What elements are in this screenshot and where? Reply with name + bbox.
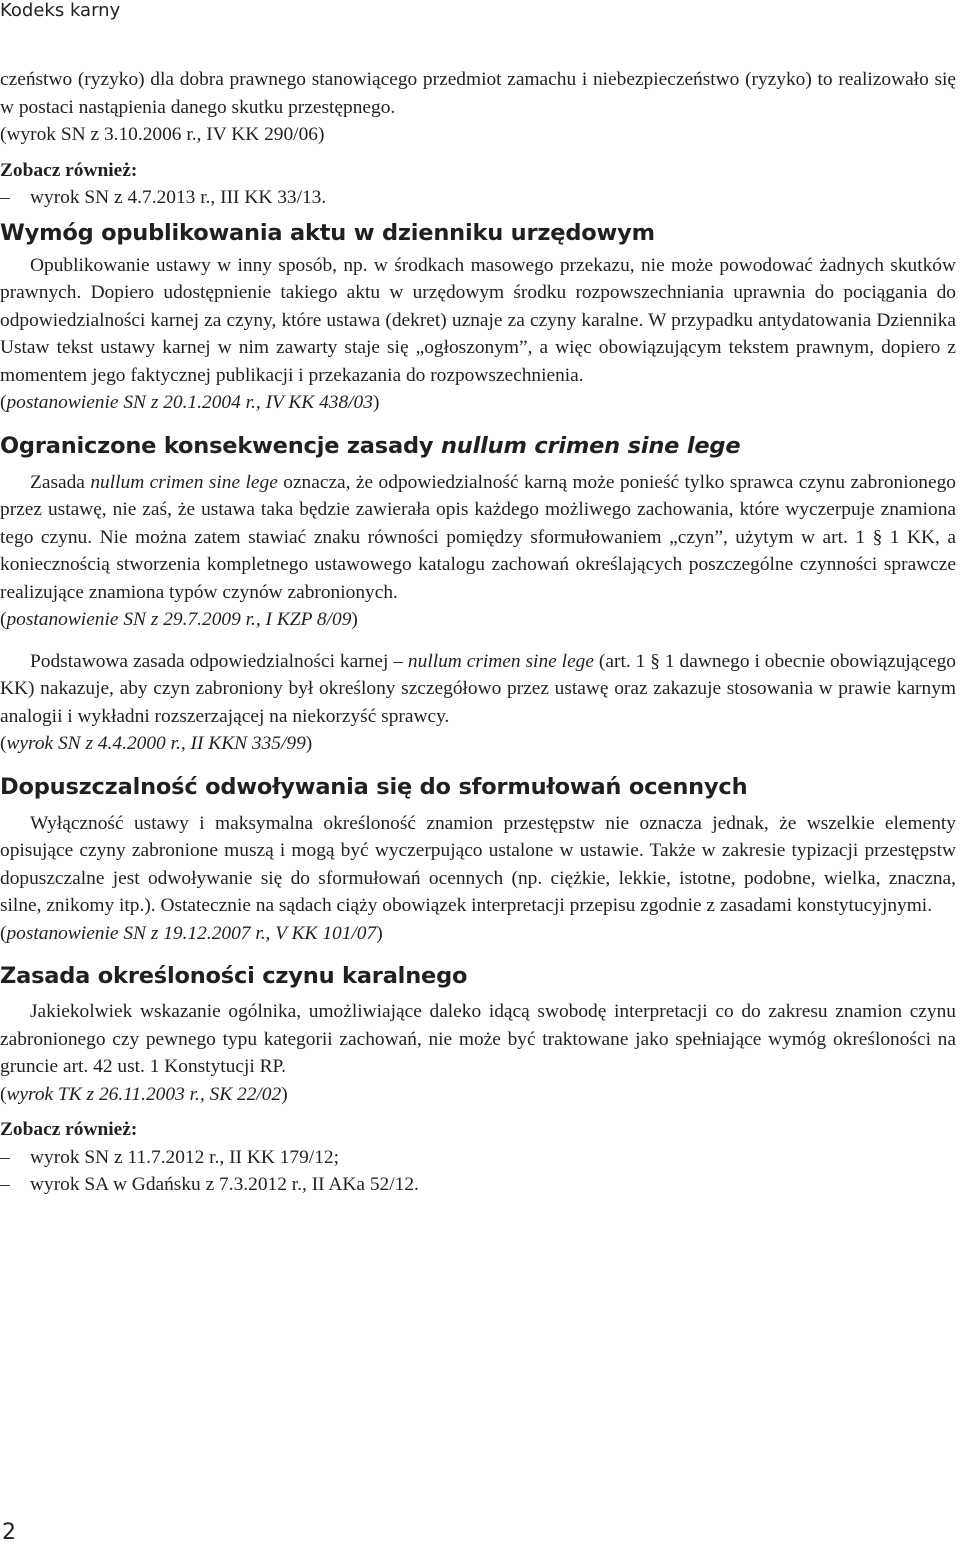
see-also-item-text: wyrok SN z 4.7.2013 r., III KK 33/13. — [30, 187, 327, 208]
citation: (wyrok SN z 4.4.2000 r., II KKN 335/99) — [0, 733, 313, 754]
see-also-item — [0, 1144, 956, 1172]
page-number: 2 — [2, 1520, 16, 1545]
see-also-heading: Zobacz również: — [0, 159, 138, 181]
see-also-list — [0, 1144, 956, 1199]
see-also-list — [0, 184, 956, 212]
citation: (postanowienie SN z 19.12.2007 r., V KK 101/07) — [0, 922, 383, 944]
spacer — [0, 634, 956, 648]
section-heading: Wymóg opublikowania aktu w dzienniku urzędowym — [0, 219, 655, 246]
running-head: Kodeks karny — [0, 0, 121, 21]
citation: (postanowienie SN z 20.1.2004 r., IV KK 438/03) — [0, 392, 380, 413]
see-also-item-text: wyrok SN z 11.7.2012 r., II KK 179/12; — [30, 1146, 339, 1168]
citation: (wyrok TK z 26.11.2003 r., SK 22/02) — [0, 1083, 288, 1105]
section-paragraph: Jakiekolwiek wskazanie ogólnika, umożliwiające daleko idącą swobodę interpretacji co do zakresu znamion czynu zabronionego czy pewnego typu kategorii zachowań, nie może być traktowane jako spełniające wymóg określoności na gruncie art. 42 ust. 1 Konstytucji RP. — [0, 1001, 956, 1077]
see-also-item — [0, 1171, 956, 1199]
section-paragraph: Zasada nullum crimen sine lege oznacza, że odpowiedzialność karną może ponieść tylko sprawca czynu zabronionego przez ustawę, nie zaś, że ustawa taka będzie zawierała opis każdego możliwego zachowania, które wyczerpuje znamiona tego czynu. Nie można zatem stawiać znaku równości pomiędzy sformułowaniem „czyn”, użytym w art. 1 § 1 KK, a koniecznością stworzenia kompletnego ustawowego katalogu zachowań określających poszczególne czynności sprawcze realizujące znamiona typów czynów zabronionych. — [0, 471, 956, 603]
citation: (postanowienie SN z 29.7.2009 r., I KZP 8/09) — [0, 609, 358, 630]
section-paragraph: Podstawowa zasada odpowiedzialności karnej – nullum crimen sine lege (art. 1 § 1 dawnego i obecnie obowiązującego KK) nakazuje, aby czyn zabroniony był określony szczegółowo przez ustawę oraz zakazuje stosowania w prawie karnym analogii i wykładni rozszerzającej na niekorzyść sprawcy. — [0, 650, 956, 727]
intro-paragraph: czeństwo (ryzyko) dla dobra prawnego stanowiącego przedmiot zamachu i niebezpieczeństwo (ryzyko) to realizowało się w postaci nastąpienia danego skutku przestępnego. — [0, 69, 956, 118]
see-also-heading: Zobacz również: — [0, 1119, 138, 1140]
see-also-item-text: wyrok SA w Gdańsku z 7.3.2012 r., II AKa 52/12. — [30, 1174, 419, 1195]
see-also-item — [0, 184, 956, 212]
section-heading: Ograniczone konsekwencje zasady nullum crimen sine lege — [0, 432, 741, 459]
page-content — [0, 66, 956, 1199]
list-dash: – — [0, 187, 10, 208]
section-paragraph: Wyłączność ustawy i maksymalna określoność znamion przestępstw nie oznacza jednak, że wszelkie elementy opisujące czyny zabronione muszą i mogą być wyczerpująco ustalone w ustawie. Także w zakresie typizacji przestępstw dopuszczalne jest odwoływanie się do sformułowań ocennych (np. ciężkie, lekkie, istotne, podobne, wielka, znaczna, silne, znikomy itp.). Ostatecznie na sądach ciąży obowiązek interpretacji przepisu zgodnie z zasadami konstytucyjnymi. — [0, 812, 956, 916]
section-heading: Dopuszczalność odwoływania się do sformułowań ocennych — [0, 773, 748, 800]
section-paragraph: Opublikowanie ustawy w inny sposób, np. w środkach masowego przekazu, nie może powodować żadnych skutków prawnych. Dopiero udostępnienie takiego aktu w urzędowym środku rozpowszechniania uprawnia do pociągania do odpowiedzialności karnej za czyny, które ustawa (dekret) uznaje za czyny karalne. W przypadku antydatowania Dziennika Ustaw tekst ustawy karnej w nim zawarty staje się „ogłoszonym”, a więc obowiązującym tekstem prawnym, dopiero z momentem jego faktycznej publikacji i przekazania do rozpowszechnienia. — [0, 254, 956, 386]
intro-citation: (wyrok SN z 3.10.2006 r., IV KK 290/06) — [0, 124, 325, 145]
list-dash: – — [0, 1174, 10, 1195]
list-dash: – — [0, 1146, 10, 1168]
section-heading: Zasada określoności czynu karalnego — [0, 963, 468, 989]
